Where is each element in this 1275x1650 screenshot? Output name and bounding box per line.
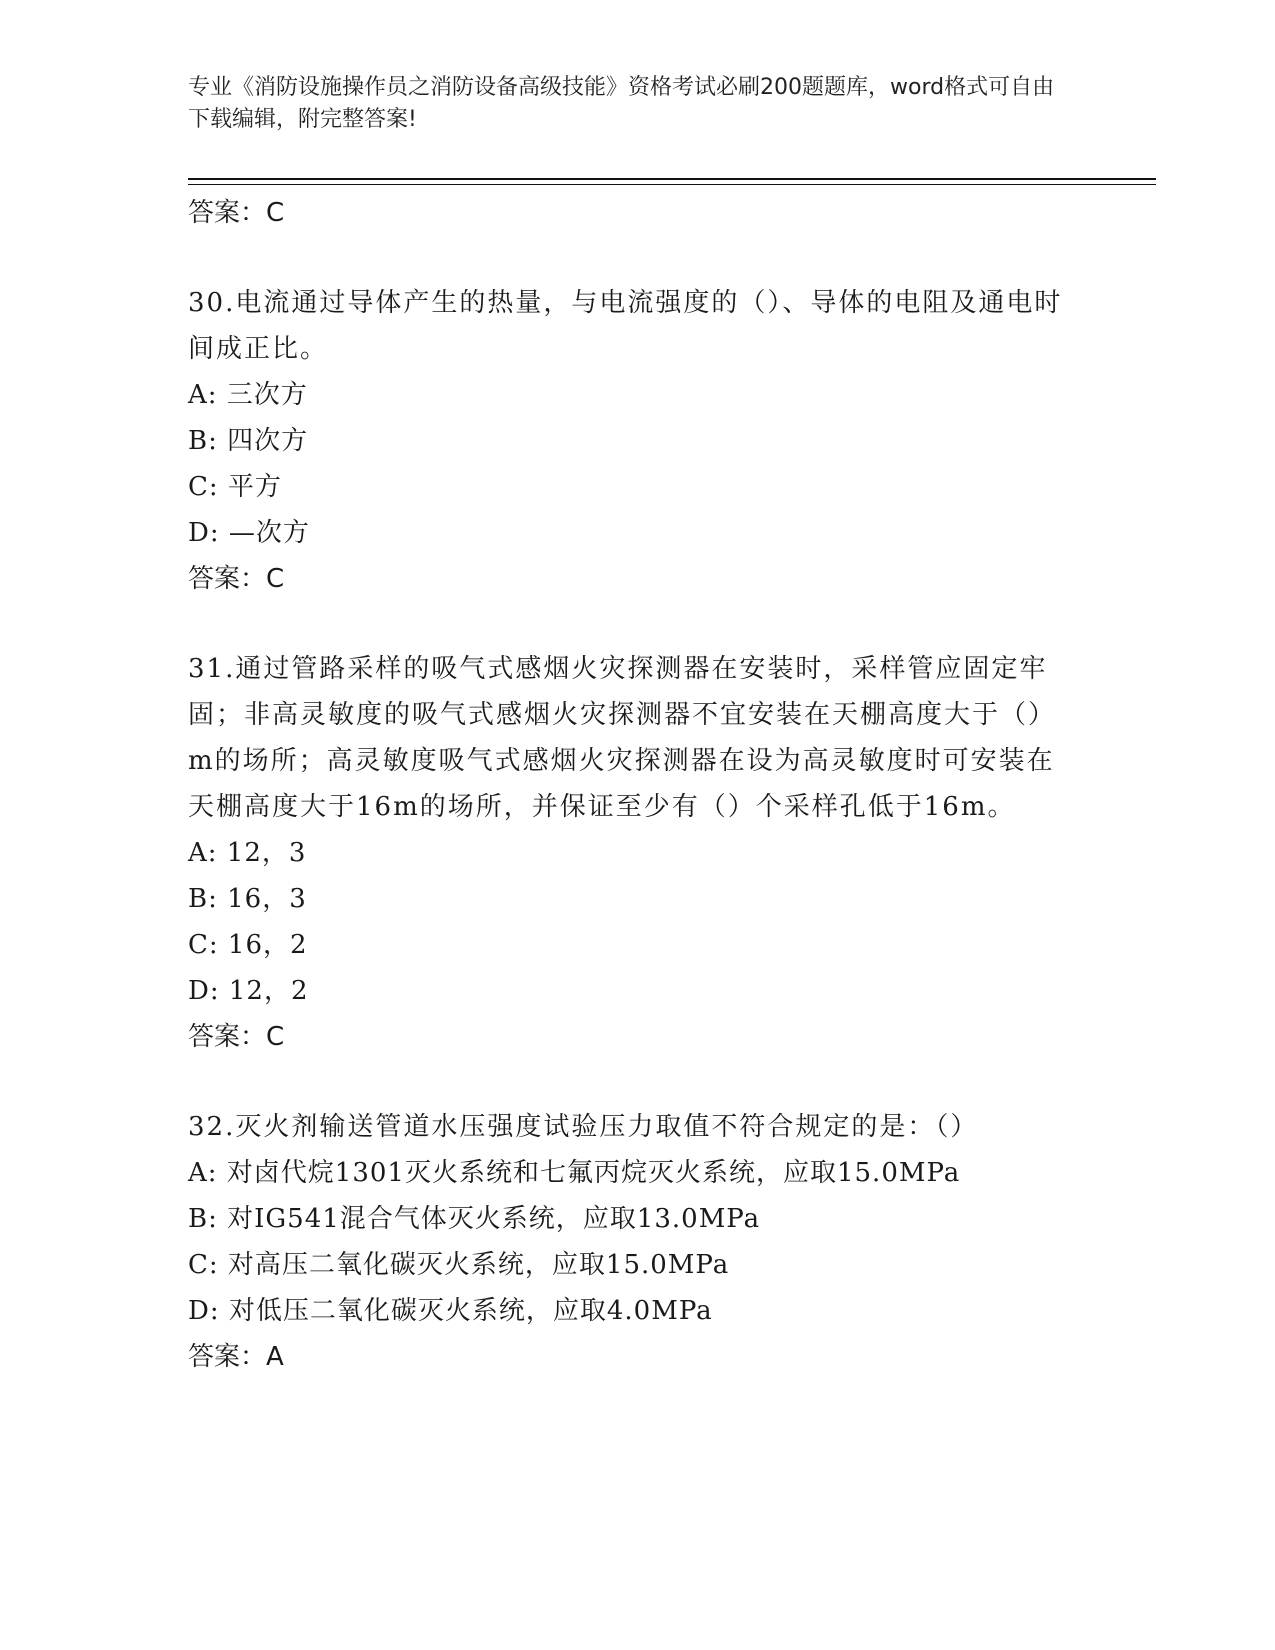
option-c: C: 16，2: [188, 930, 308, 960]
answer-line: 答案：C: [188, 564, 285, 594]
option-d: D: 12，2: [188, 976, 309, 1006]
option-d: D: —次方: [188, 518, 310, 548]
question-stem: 32.灭火剂输送管道水压强度试验压力取值不符合规定的是：（）: [188, 1112, 979, 1142]
header-title: 专业《消防设施操作员之消防设备高级技能》资格考试必刷200题题库，word格式可自由下载编辑，附完整答案!: [188, 75, 1055, 132]
question-stem: 31.通过管路采样的吸气式感烟火灾探测器在安装时，采样管应固定牢固；非高灵敏度的吸气式感烟火灾探测器不宜安装在天棚高度大于（）m的场所；高灵敏度吸气式感烟火灾探测器在设为高灵敏度时可安装在天棚高度大于16m的场所，并保证至少有（）个采样孔低于16m。: [188, 654, 1057, 822]
question-list: [188, 190, 1078, 1380]
option-b: B: 16，3: [188, 884, 307, 914]
option-a: A: 三次方: [188, 380, 308, 410]
question-block: [188, 280, 1078, 602]
option-c: C: 平方: [188, 472, 282, 502]
option-d: D: 对低压二氧化碳灭火系统，应取4.0MPa: [188, 1296, 713, 1326]
answer-line: 答案：C: [188, 1022, 285, 1052]
question-block: [188, 646, 1078, 1060]
document-header: [188, 72, 1068, 136]
option-b: B: 四次方: [188, 426, 309, 456]
answer-line: 答案：C: [188, 198, 285, 228]
header-divider-thin: [188, 184, 1156, 185]
option-c: C: 对高压二氧化碳灭火系统，应取15.0MPa: [188, 1250, 730, 1280]
answer-line: 答案：A: [188, 1342, 284, 1372]
option-a: A: 对卤代烷1301灭火系统和七氟丙烷灭火系统，应取15.0MPa: [188, 1158, 961, 1188]
question-stem: 30.电流通过导体产生的热量，与电流强度的（）、导体的电阻及通电时间成正比。: [188, 288, 1063, 364]
header-divider-thick: [188, 178, 1156, 180]
question-block: [188, 1104, 1078, 1380]
option-b: B: 对IG541混合气体灭火系统，应取13.0MPa: [188, 1204, 761, 1234]
option-a: A: 12，3: [188, 838, 307, 868]
